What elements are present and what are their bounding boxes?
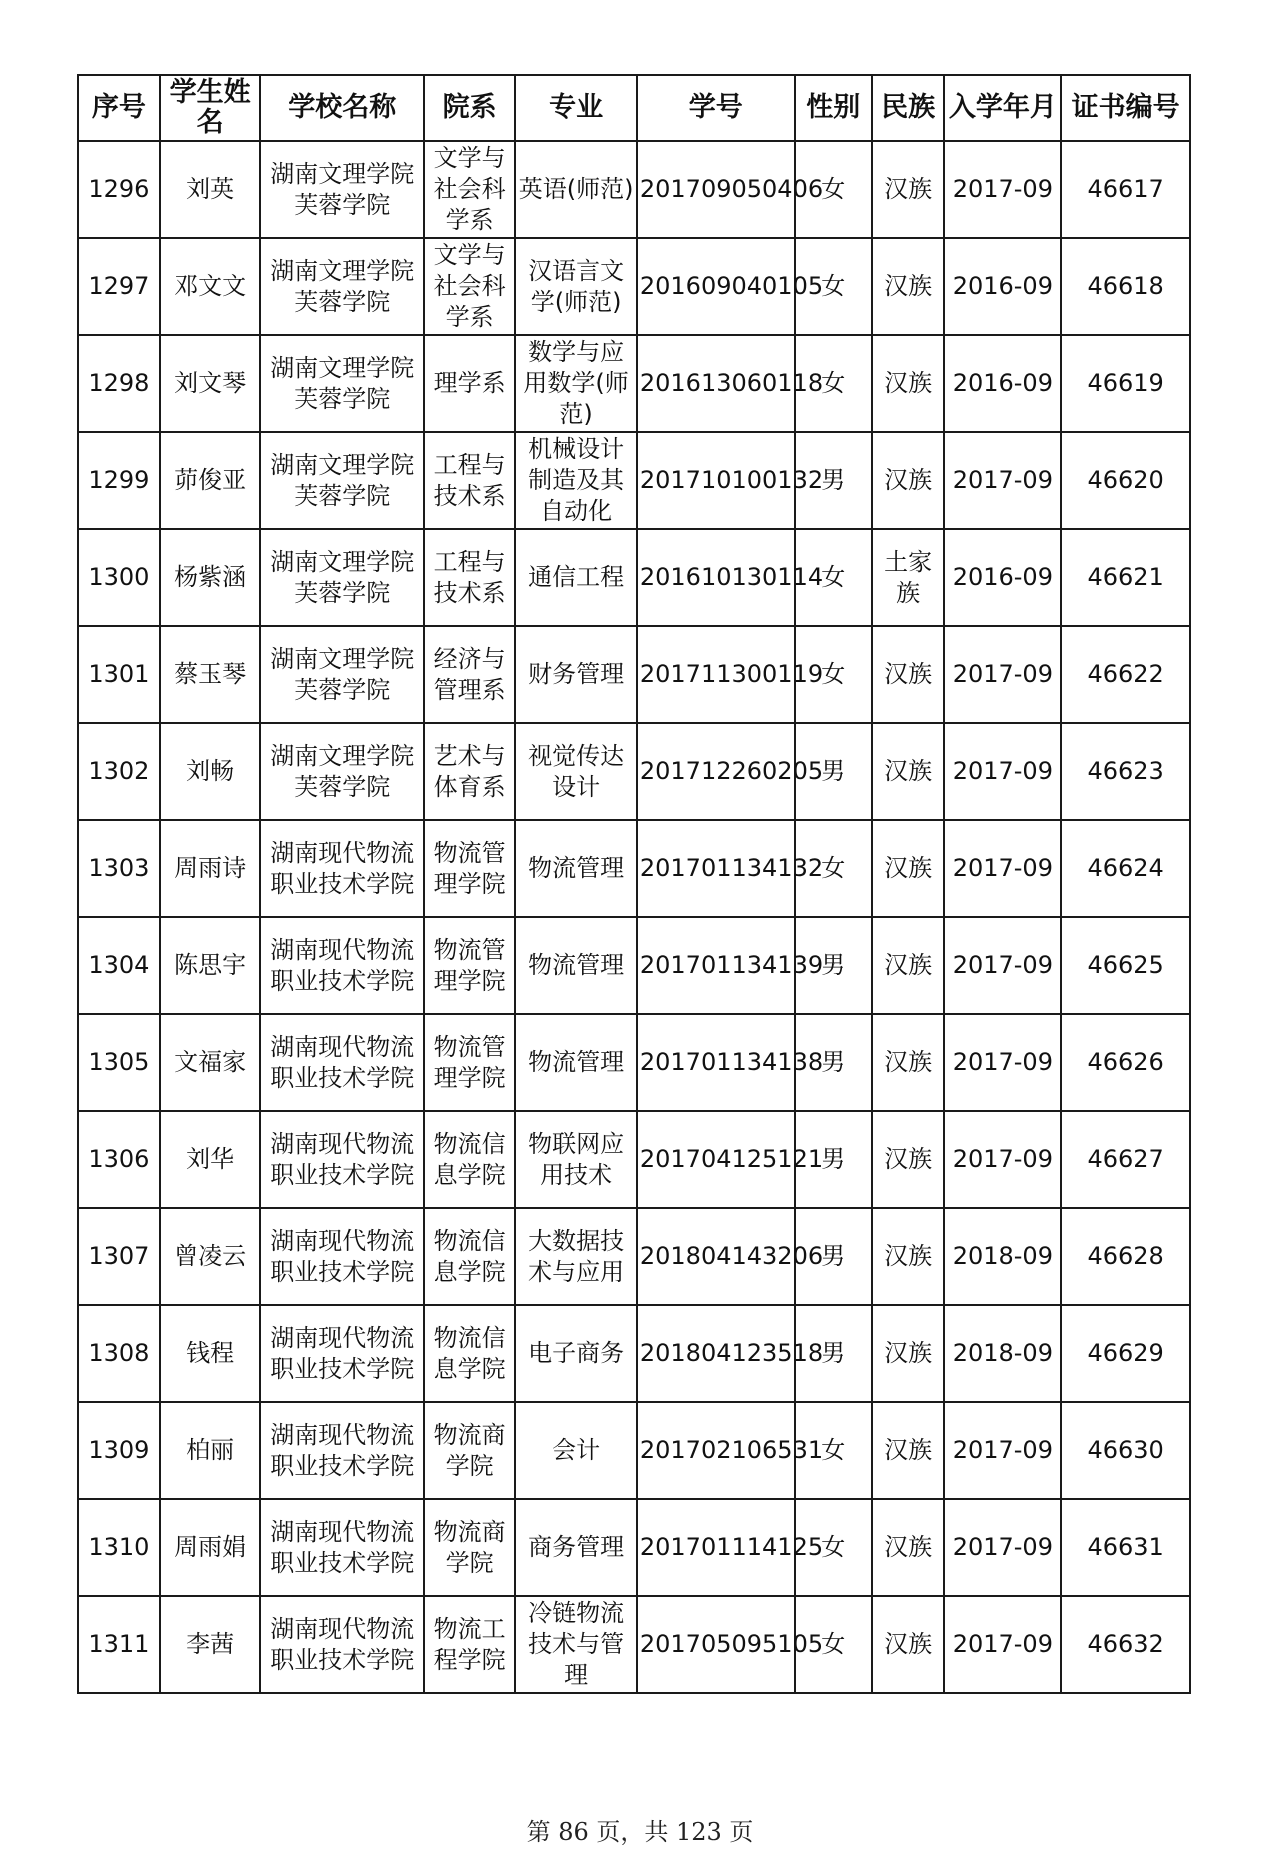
cell-ethnicity: 汉族: [872, 1208, 944, 1305]
cell-department: 经济与管理系: [424, 626, 515, 723]
cell-ethnicity: 汉族: [872, 917, 944, 1014]
cell-student-name: 蔡玉琴: [160, 626, 261, 723]
cell-seq: 1304: [78, 917, 160, 1014]
cell-department: 艺术与体育系: [424, 723, 515, 820]
cell-enrollment-date: 2017-09: [944, 1402, 1061, 1499]
cell-seq: 1301: [78, 626, 160, 723]
header-enrollment-date: 入学年月: [944, 75, 1061, 141]
cell-ethnicity: 汉族: [872, 141, 944, 238]
cell-seq: 1303: [78, 820, 160, 917]
cell-major: 商务管理: [515, 1499, 637, 1596]
cell-enrollment-date: 2017-09: [944, 1596, 1061, 1693]
cell-major: 物流管理: [515, 917, 637, 1014]
cell-department: 文学与社会科学系: [424, 238, 515, 335]
cell-ethnicity: 汉族: [872, 1596, 944, 1693]
cell-department: 物流信息学院: [424, 1208, 515, 1305]
cell-student-id: 201613060118: [637, 335, 795, 432]
cell-gender: 女: [795, 1402, 872, 1499]
cell-student-name: 柏丽: [160, 1402, 261, 1499]
cell-major: 会计: [515, 1402, 637, 1499]
cell-enrollment-date: 2017-09: [944, 917, 1061, 1014]
cell-ethnicity: 汉族: [872, 723, 944, 820]
cell-gender: 女: [795, 141, 872, 238]
cell-seq: 1305: [78, 1014, 160, 1111]
cell-student-name: 茆俊亚: [160, 432, 261, 529]
cell-enrollment-date: 2016-09: [944, 238, 1061, 335]
certificate-table: [77, 74, 1191, 1694]
cell-gender: 男: [795, 432, 872, 529]
cell-department: 物流信息学院: [424, 1305, 515, 1402]
cell-school-name: 湖南现代物流职业技术学院: [260, 820, 424, 917]
cell-school-name: 湖南文理学院芙蓉学院: [260, 238, 424, 335]
cell-gender: 男: [795, 1111, 872, 1208]
cell-ethnicity: 汉族: [872, 1402, 944, 1499]
cell-seq: 1302: [78, 723, 160, 820]
cell-school-name: 湖南文理学院芙蓉学院: [260, 335, 424, 432]
cell-department: 物流工程学院: [424, 1596, 515, 1693]
table-row: [78, 626, 1190, 723]
cell-student-name: 刘英: [160, 141, 261, 238]
cell-ethnicity: 汉族: [872, 820, 944, 917]
table-row: [78, 141, 1190, 238]
cell-student-id: 201702106531: [637, 1402, 795, 1499]
cell-department: 物流管理学院: [424, 820, 515, 917]
cell-department: 物流信息学院: [424, 1111, 515, 1208]
table-body: [78, 141, 1190, 1693]
cell-student-id: 201609040105: [637, 238, 795, 335]
cell-major: 汉语言文学(师范): [515, 238, 637, 335]
cell-enrollment-date: 2018-09: [944, 1305, 1061, 1402]
cell-student-name: 周雨诗: [160, 820, 261, 917]
cell-major: 电子商务: [515, 1305, 637, 1402]
table-row: [78, 1402, 1190, 1499]
cell-student-id: 201711300119: [637, 626, 795, 723]
cell-certificate-number: 46628: [1061, 1208, 1190, 1305]
cell-ethnicity: 汉族: [872, 432, 944, 529]
cell-gender: 女: [795, 335, 872, 432]
cell-student-name: 刘华: [160, 1111, 261, 1208]
cell-department: 物流商学院: [424, 1499, 515, 1596]
cell-student-id: 201804143206: [637, 1208, 795, 1305]
cell-school-name: 湖南文理学院芙蓉学院: [260, 626, 424, 723]
cell-enrollment-date: 2017-09: [944, 626, 1061, 723]
cell-gender: 男: [795, 1208, 872, 1305]
cell-enrollment-date: 2017-09: [944, 141, 1061, 238]
cell-certificate-number: 46626: [1061, 1014, 1190, 1111]
cell-gender: 女: [795, 820, 872, 917]
cell-certificate-number: 46632: [1061, 1596, 1190, 1693]
cell-certificate-number: 46619: [1061, 335, 1190, 432]
cell-school-name: 湖南现代物流职业技术学院: [260, 1305, 424, 1402]
cell-school-name: 湖南现代物流职业技术学院: [260, 917, 424, 1014]
cell-department: 物流管理学院: [424, 917, 515, 1014]
table-row: [78, 238, 1190, 335]
cell-gender: 男: [795, 1014, 872, 1111]
cell-gender: 女: [795, 1499, 872, 1596]
header-department: 院系: [424, 75, 515, 141]
header-school-name: 学校名称: [260, 75, 424, 141]
table-row: [78, 1014, 1190, 1111]
cell-department: 工程与技术系: [424, 432, 515, 529]
table-row: [78, 820, 1190, 917]
cell-enrollment-date: 2017-09: [944, 723, 1061, 820]
table-row: [78, 529, 1190, 626]
cell-department: 文学与社会科学系: [424, 141, 515, 238]
table-row: [78, 1111, 1190, 1208]
cell-student-id: 201705095105: [637, 1596, 795, 1693]
cell-student-id: 201701134138: [637, 1014, 795, 1111]
cell-major: 数学与应用数学(师范): [515, 335, 637, 432]
header-ethnicity: 民族: [872, 75, 944, 141]
cell-gender: 男: [795, 723, 872, 820]
cell-student-name: 邓文文: [160, 238, 261, 335]
cell-major: 冷链物流技术与管理: [515, 1596, 637, 1693]
header-student-name: 学生姓名: [160, 75, 261, 141]
table-row: [78, 1596, 1190, 1693]
cell-certificate-number: 46624: [1061, 820, 1190, 917]
header-student-id: 学号: [637, 75, 795, 141]
table-row: [78, 432, 1190, 529]
cell-certificate-number: 46625: [1061, 917, 1190, 1014]
cell-major: 英语(师范): [515, 141, 637, 238]
cell-student-name: 曾凌云: [160, 1208, 261, 1305]
cell-major: 物流管理: [515, 820, 637, 917]
table-row: [78, 1499, 1190, 1596]
cell-department: 物流管理学院: [424, 1014, 515, 1111]
cell-ethnicity: 汉族: [872, 626, 944, 723]
cell-enrollment-date: 2018-09: [944, 1208, 1061, 1305]
cell-student-id: 201712260205: [637, 723, 795, 820]
cell-school-name: 湖南现代物流职业技术学院: [260, 1402, 424, 1499]
cell-certificate-number: 46622: [1061, 626, 1190, 723]
cell-student-name: 文福家: [160, 1014, 261, 1111]
cell-certificate-number: 46630: [1061, 1402, 1190, 1499]
cell-major: 大数据技术与应用: [515, 1208, 637, 1305]
cell-ethnicity: 汉族: [872, 238, 944, 335]
cell-gender: 女: [795, 626, 872, 723]
header-seq: 序号: [78, 75, 160, 141]
cell-ethnicity: 土家族: [872, 529, 944, 626]
cell-seq: 1310: [78, 1499, 160, 1596]
cell-major: 物流管理: [515, 1014, 637, 1111]
cell-department: 物流商学院: [424, 1402, 515, 1499]
cell-student-name: 陈思宇: [160, 917, 261, 1014]
cell-enrollment-date: 2017-09: [944, 432, 1061, 529]
cell-school-name: 湖南现代物流职业技术学院: [260, 1596, 424, 1693]
cell-gender: 女: [795, 238, 872, 335]
cell-student-id: 201710100132: [637, 432, 795, 529]
header-certificate-number: 证书编号: [1061, 75, 1190, 141]
cell-ethnicity: 汉族: [872, 1305, 944, 1402]
table-row: [78, 723, 1190, 820]
table-row: [78, 917, 1190, 1014]
cell-student-name: 刘文琴: [160, 335, 261, 432]
cell-certificate-number: 46629: [1061, 1305, 1190, 1402]
cell-certificate-number: 46621: [1061, 529, 1190, 626]
cell-student-name: 周雨娟: [160, 1499, 261, 1596]
cell-major: 通信工程: [515, 529, 637, 626]
cell-certificate-number: 46627: [1061, 1111, 1190, 1208]
cell-student-id: 201709050406: [637, 141, 795, 238]
cell-seq: 1299: [78, 432, 160, 529]
cell-certificate-number: 46620: [1061, 432, 1190, 529]
cell-seq: 1297: [78, 238, 160, 335]
cell-seq: 1306: [78, 1111, 160, 1208]
cell-student-id: 201610130114: [637, 529, 795, 626]
cell-seq: 1308: [78, 1305, 160, 1402]
cell-gender: 男: [795, 1305, 872, 1402]
cell-school-name: 湖南现代物流职业技术学院: [260, 1499, 424, 1596]
cell-gender: 女: [795, 529, 872, 626]
cell-school-name: 湖南文理学院芙蓉学院: [260, 529, 424, 626]
cell-major: 财务管理: [515, 626, 637, 723]
cell-enrollment-date: 2017-09: [944, 1111, 1061, 1208]
cell-ethnicity: 汉族: [872, 1014, 944, 1111]
cell-school-name: 湖南文理学院芙蓉学院: [260, 723, 424, 820]
table-row: [78, 1305, 1190, 1402]
cell-enrollment-date: 2017-09: [944, 820, 1061, 917]
cell-seq: 1307: [78, 1208, 160, 1305]
cell-major: 机械设计制造及其自动化: [515, 432, 637, 529]
cell-student-name: 李茜: [160, 1596, 261, 1693]
header-gender: 性别: [795, 75, 872, 141]
cell-seq: 1311: [78, 1596, 160, 1693]
cell-student-id: 201701134139: [637, 917, 795, 1014]
cell-enrollment-date: 2017-09: [944, 1014, 1061, 1111]
page-footer: 第 86 页，共 123 页: [526, 1818, 754, 1846]
cell-school-name: 湖南现代物流职业技术学院: [260, 1208, 424, 1305]
cell-school-name: 湖南文理学院芙蓉学院: [260, 432, 424, 529]
cell-enrollment-date: 2016-09: [944, 335, 1061, 432]
cell-certificate-number: 46617: [1061, 141, 1190, 238]
cell-ethnicity: 汉族: [872, 1499, 944, 1596]
cell-ethnicity: 汉族: [872, 335, 944, 432]
header-major: 专业: [515, 75, 637, 141]
cell-student-name: 杨紫涵: [160, 529, 261, 626]
cell-major: 物联网应用技术: [515, 1111, 637, 1208]
cell-department: 工程与技术系: [424, 529, 515, 626]
cell-student-id: 201701134132: [637, 820, 795, 917]
cell-department: 理学系: [424, 335, 515, 432]
cell-certificate-number: 46618: [1061, 238, 1190, 335]
table-row: [78, 1208, 1190, 1305]
cell-student-id: 201804123518: [637, 1305, 795, 1402]
cell-gender: 女: [795, 1596, 872, 1693]
cell-seq: 1298: [78, 335, 160, 432]
cell-major: 视觉传达设计: [515, 723, 637, 820]
cell-ethnicity: 汉族: [872, 1111, 944, 1208]
cell-enrollment-date: 2017-09: [944, 1499, 1061, 1596]
cell-gender: 男: [795, 917, 872, 1014]
cell-student-id: 201701114125: [637, 1499, 795, 1596]
table-row: [78, 335, 1190, 432]
cell-seq: 1300: [78, 529, 160, 626]
cell-school-name: 湖南现代物流职业技术学院: [260, 1014, 424, 1111]
cell-certificate-number: 46631: [1061, 1499, 1190, 1596]
cell-school-name: 湖南现代物流职业技术学院: [260, 1111, 424, 1208]
cell-seq: 1296: [78, 141, 160, 238]
cell-seq: 1309: [78, 1402, 160, 1499]
cell-student-name: 钱程: [160, 1305, 261, 1402]
cell-certificate-number: 46623: [1061, 723, 1190, 820]
cell-student-name: 刘畅: [160, 723, 261, 820]
cell-school-name: 湖南文理学院芙蓉学院: [260, 141, 424, 238]
header-row: [78, 75, 1190, 141]
cell-enrollment-date: 2016-09: [944, 529, 1061, 626]
cell-student-id: 201704125121: [637, 1111, 795, 1208]
